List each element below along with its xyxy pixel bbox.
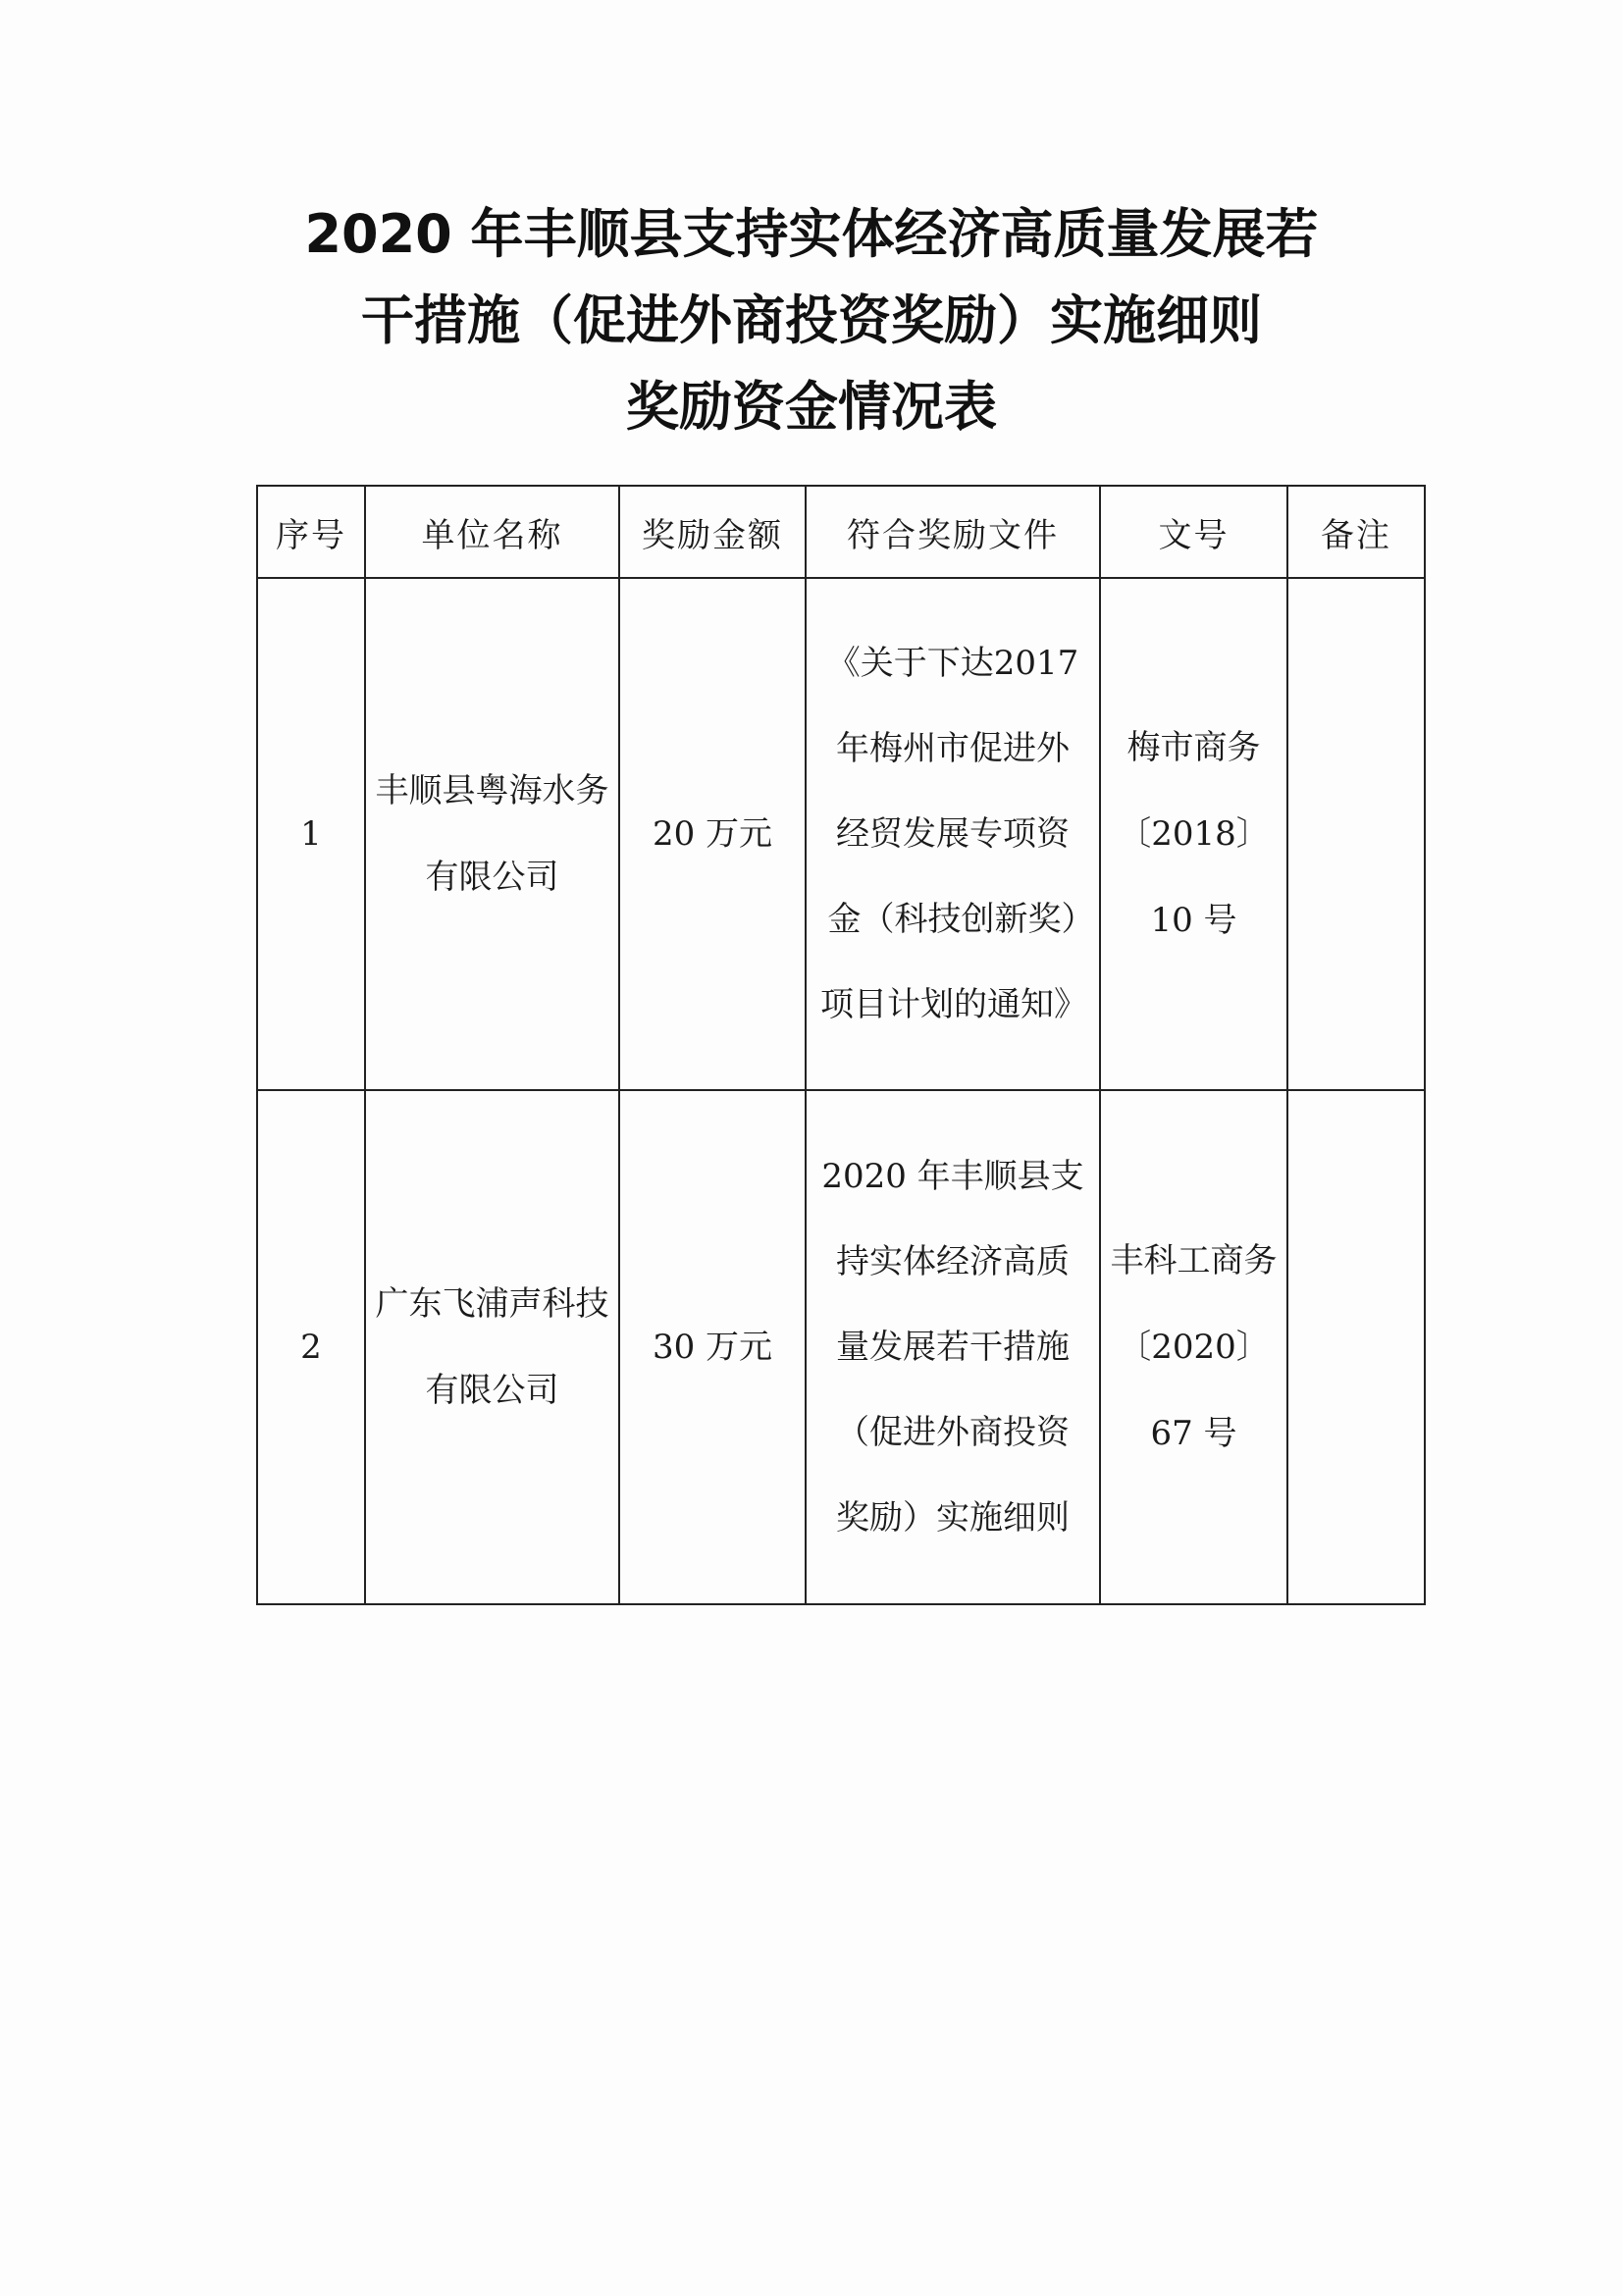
title-line-2: 干措施（促进外商投资奖励）实施细则 <box>361 289 1262 351</box>
row-index: 2 <box>300 1328 322 1367</box>
cell-document <box>806 1090 1100 1604</box>
header-index: 序号 <box>257 486 365 578</box>
header-remark: 备注 <box>1287 486 1425 578</box>
row-amount: 30 万元 <box>652 1328 773 1367</box>
row-amount: 20 万元 <box>652 814 773 854</box>
row-doc-number: 梅市商务〔2018〕10 号 <box>1118 728 1270 940</box>
table-row <box>257 1090 1425 1604</box>
row-index: 1 <box>300 814 322 854</box>
title-line-3: 奖励资金情况表 <box>626 376 997 438</box>
cell-index <box>257 1090 365 1604</box>
cell-unit-name <box>365 1090 619 1604</box>
title-line-1: 2020 年丰顺县支持实体经济高质量发展若 <box>304 203 1319 265</box>
header-unit-name: 单位名称 <box>365 486 619 578</box>
row-unit-name: 广东飞浦声科技有限公司 <box>375 1284 609 1410</box>
cell-index <box>257 578 365 1090</box>
header-document: 符合奖励文件 <box>806 486 1100 578</box>
header-amount: 奖励金额 <box>619 486 806 578</box>
cell-unit-name <box>365 578 619 1090</box>
row-doc-number: 丰科工商务〔2020〕67 号 <box>1110 1241 1278 1453</box>
cell-remark <box>1287 578 1425 1090</box>
row-unit-name: 丰顺县粤海水务有限公司 <box>375 771 609 897</box>
cell-doc-number <box>1100 1090 1287 1604</box>
cell-doc-number <box>1100 578 1287 1090</box>
header-doc-number: 文号 <box>1100 486 1287 578</box>
cell-amount <box>619 578 806 1090</box>
cell-document <box>806 578 1100 1090</box>
row-document: 《关于下达2017 年梅州市促进外经贸发展专项资金（科技创新奖）项目计划的通知》 <box>820 643 1087 1024</box>
table-header-row <box>257 486 1425 578</box>
cell-remark <box>1287 1090 1425 1604</box>
award-table <box>256 485 1426 1605</box>
row-document: 2020 年丰顺县支持实体经济高质量发展若干措施（促进外商投资奖励）实施细则 <box>821 1156 1084 1538</box>
document-title <box>0 191 1623 450</box>
table-row <box>257 578 1425 1090</box>
cell-amount <box>619 1090 806 1604</box>
